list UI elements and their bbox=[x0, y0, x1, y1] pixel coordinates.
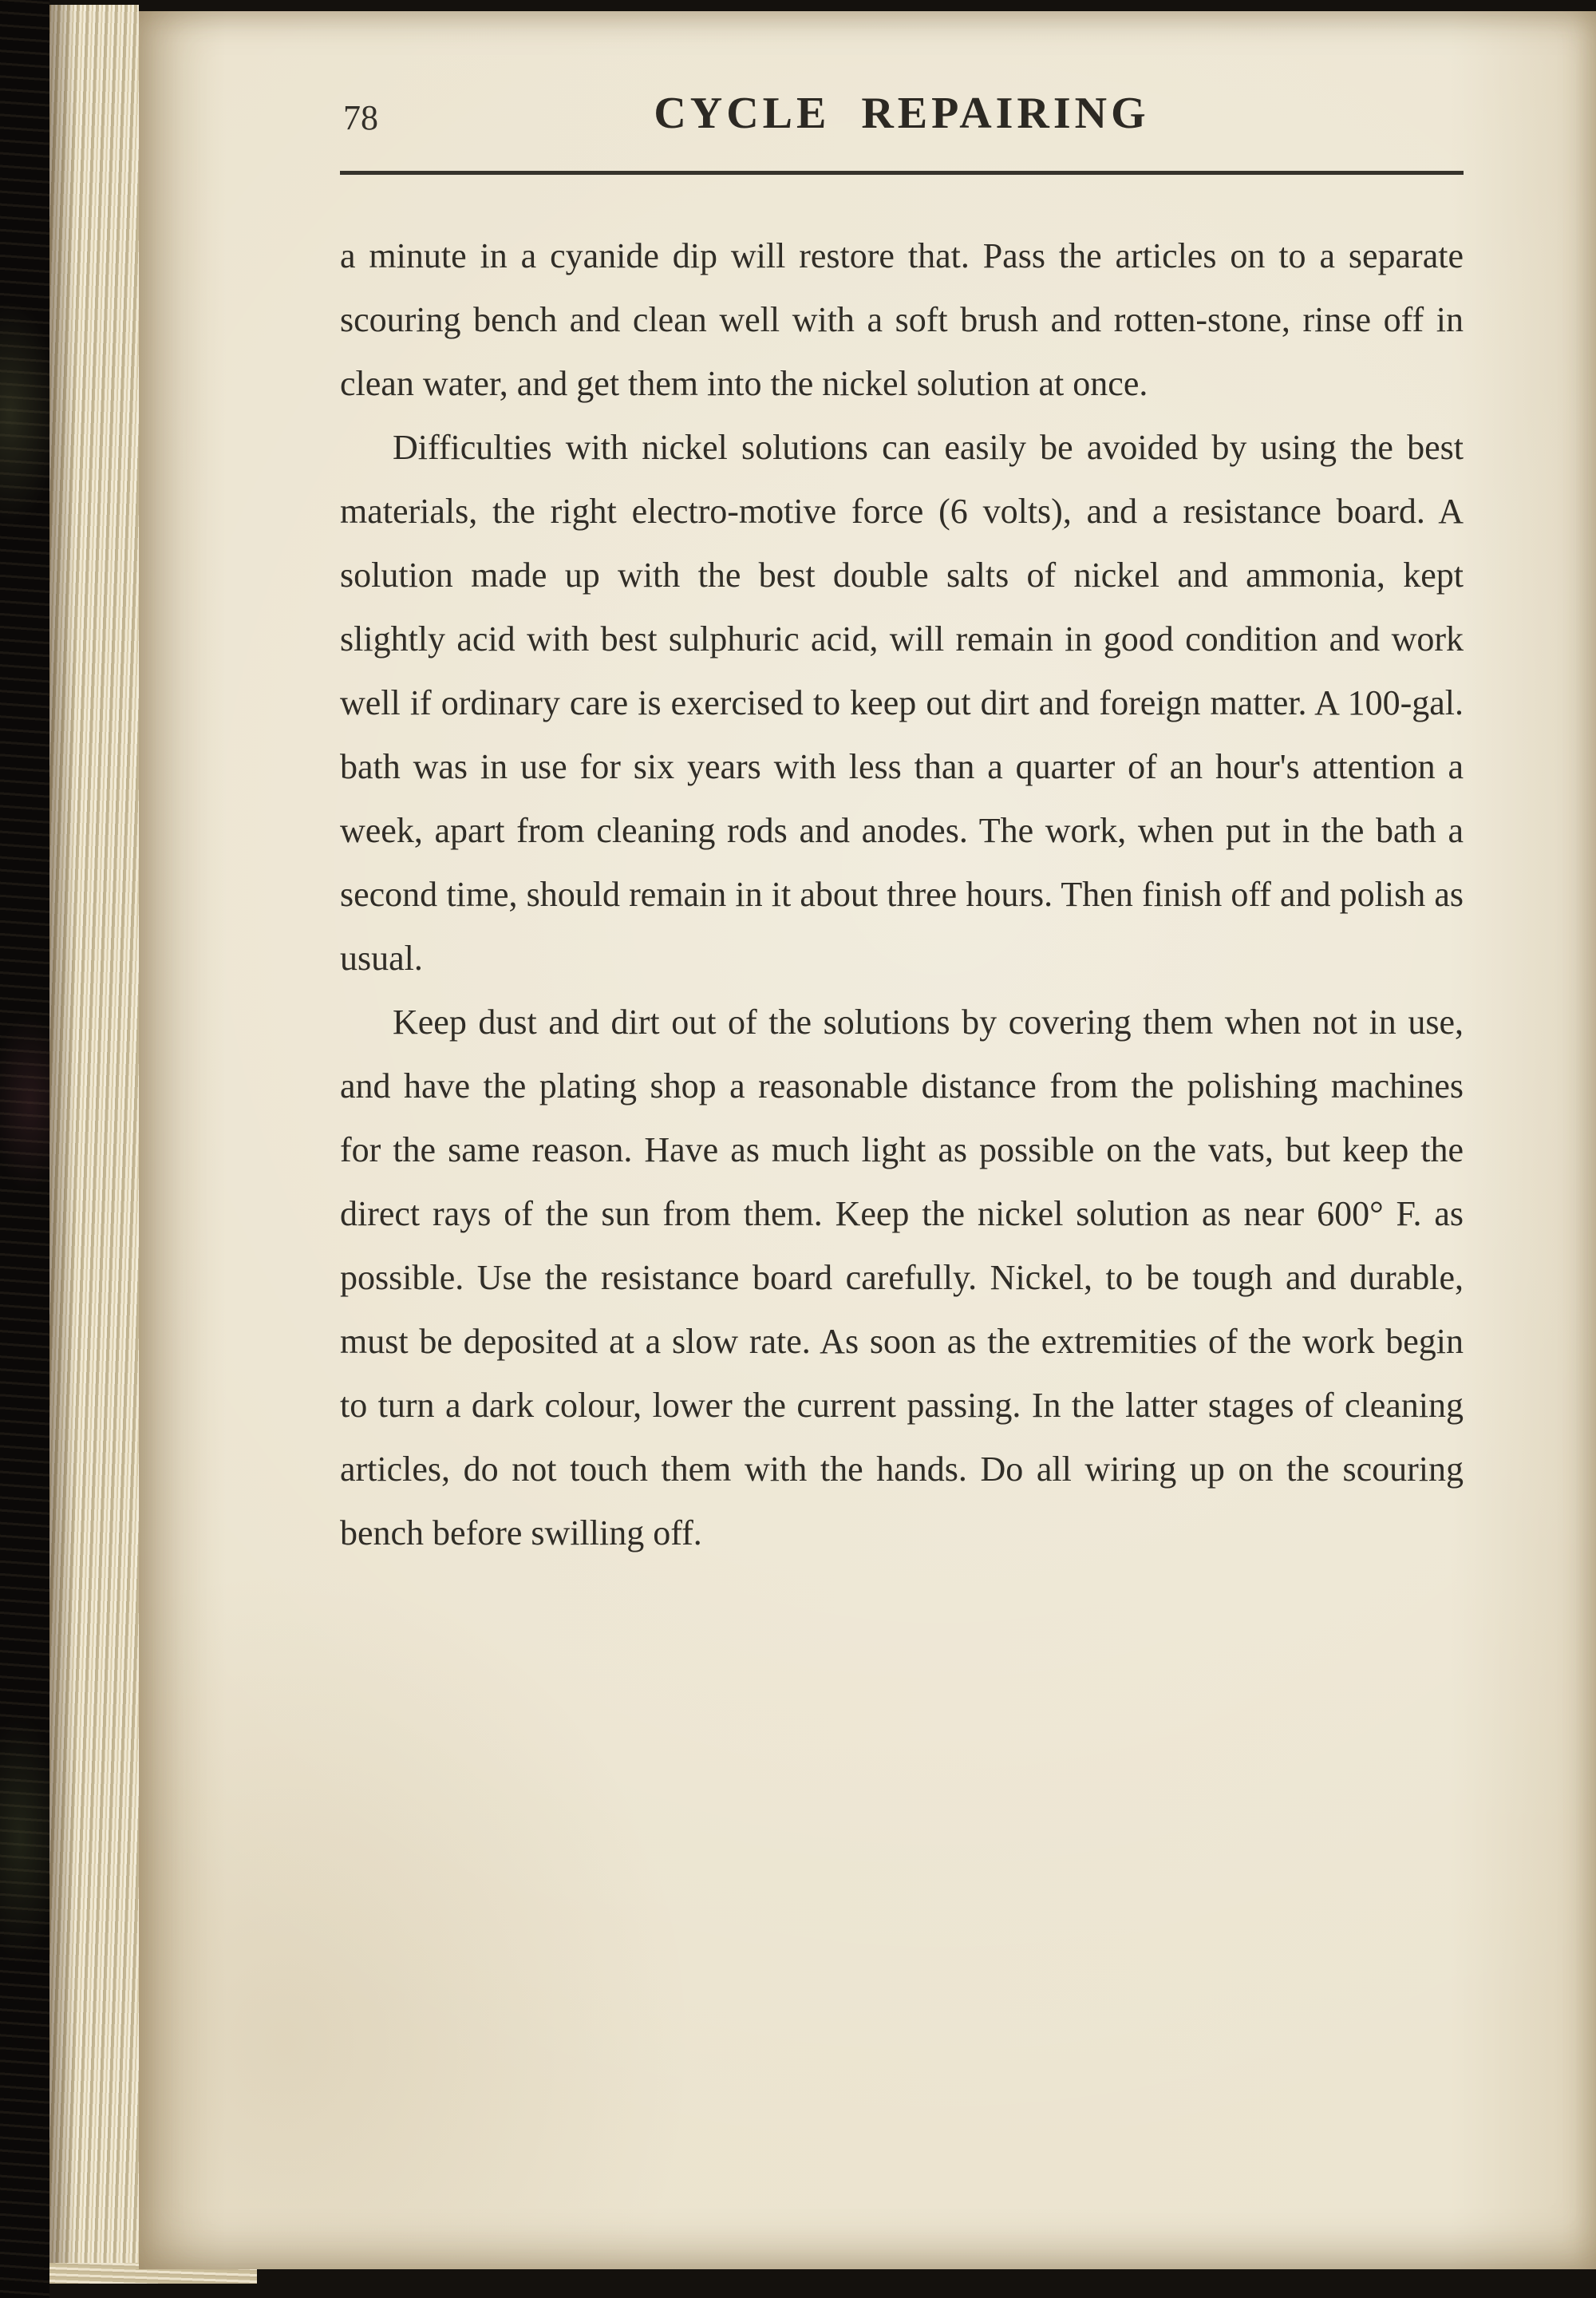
book-page bbox=[139, 11, 1596, 2269]
header-rule bbox=[340, 171, 1464, 175]
page-number: 78 bbox=[343, 98, 378, 137]
stacked-page-edges-left bbox=[49, 5, 139, 2279]
page-title: CYCLE REPAIRING bbox=[654, 89, 1150, 138]
book-binding bbox=[0, 0, 49, 2298]
paragraph: Keep dust and dirt out of the solutions by covering them when not in use, and have the plating shop a reasonable distance from the polishing machines for the same reason. Have as much light as possible on the vats, but keep the direct rays of the sun from them. Keep the nickel solution as near 600° F. as possible. Use the resistance board carefully. Nickel, to be tough and durable, must be deposited at a slow rate. As soon as the extremities of the work begin to turn a dark colour, lower the current passing. In the latter stages of cleaning articles, do not touch them with the hands. Do all wiring up on the scouring bench before swilling off. bbox=[340, 1003, 1464, 1552]
body-text bbox=[340, 224, 1464, 1565]
paragraph: Difficulties with nickel solutions can easily be avoided by using the best materials, the right electro-motive force (6 volts), and a resistance board. A solution made up with the best double salts of nickel and ammonia, kept slightly acid with best sulphuric acid, will remain in good condition and work well if ordinary care is exercised to keep out dirt and foreign matter. A 100-gal. bath was in use for six years with less than a quarter of an hour's attention a week, apart from cleaning rods and anodes. The work, when put in the bath a second time, should remain in it about three hours. Then finish off and polish as usual. bbox=[340, 428, 1464, 978]
page-header bbox=[340, 88, 1464, 150]
page-content-area bbox=[340, 88, 1464, 1565]
paragraph: a minute in a cyanide dip will restore that. Pass the articles on to a separate scouring bench and clean well with a soft brush and rotten-stone, rinse off in clean water, and get them into the nickel solution at once. bbox=[340, 236, 1464, 403]
